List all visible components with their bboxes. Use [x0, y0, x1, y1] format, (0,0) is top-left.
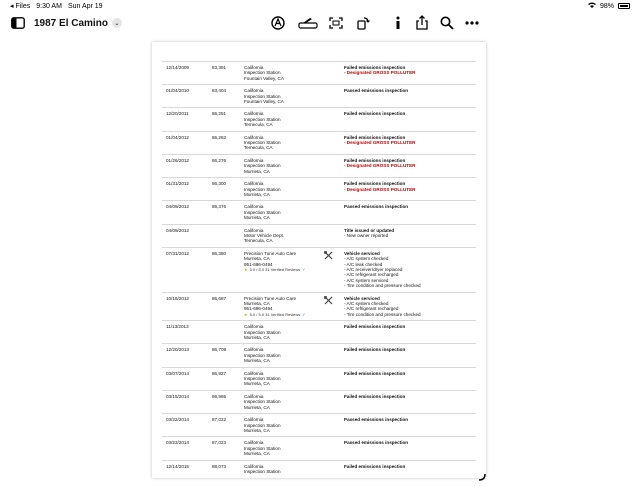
source-line: Inspection Station: [244, 399, 281, 405]
source-line: Inspection Station: [244, 163, 281, 169]
record-odometer: 88,073: [212, 463, 227, 469]
record-odometer: 86,376: [212, 204, 227, 210]
record-source: [244, 204, 324, 220]
row-icon-cell: [324, 204, 344, 220]
record-odometer: [212, 324, 244, 340]
record-result: [344, 158, 472, 174]
record-date: 01/31/2012: [166, 181, 189, 187]
table-row: [162, 85, 476, 108]
result-title: Passed emissions inspection: [344, 204, 409, 210]
record-odometer: 86,709: [212, 347, 227, 353]
source-line: California: [244, 227, 264, 233]
source-line: Inspection Station: [244, 329, 281, 335]
record-date: 12/20/2011: [166, 111, 189, 117]
table-row: [162, 461, 476, 478]
record-result: [344, 296, 472, 318]
result-detail: - A/C system checked: [344, 256, 389, 262]
record-odometer: 86,965: [212, 393, 227, 399]
row-icon-cell: [324, 347, 344, 363]
row-icon-cell: [324, 228, 344, 244]
source-line: Murrieta, CA: [244, 381, 270, 387]
record-source: [244, 158, 324, 174]
record-date: 01/04/2010: [166, 88, 189, 94]
result-title: Failed emissions inspection: [344, 134, 406, 140]
table-row: [162, 108, 476, 131]
source-line: Inspection Station: [244, 445, 281, 451]
record-odometer: 86,276: [212, 157, 227, 163]
source-line: California: [244, 65, 264, 70]
record-date: 01/04/2012: [166, 134, 189, 140]
table-row: [162, 62, 476, 85]
record-date: 07/31/2012: [166, 250, 189, 256]
result-detail: - A/C refrigerant recharged: [344, 272, 399, 278]
record-result: [344, 464, 472, 478]
result-title: Title issued or updated: [344, 227, 395, 233]
row-icon-cell: [324, 111, 344, 127]
pdf-page: [152, 42, 486, 478]
source-line: Inspection Station: [244, 116, 281, 122]
record-result: [344, 251, 472, 289]
source-line: Inspection Station: [244, 140, 281, 146]
scroll-indicator: [478, 468, 486, 476]
result-title: Passed emissions inspection: [344, 417, 409, 423]
row-icon-cell: [324, 371, 344, 387]
record-source: [244, 324, 324, 340]
vehicle-history-table: [162, 62, 476, 478]
verified-badge-icon: ✓: [302, 266, 306, 272]
source-line: California: [244, 111, 264, 117]
source-line: Inspection Station: [244, 70, 281, 76]
source-line: Temecula, CA: [244, 238, 273, 244]
record-date: 03/07/2014: [166, 370, 189, 376]
pen-tools-icon[interactable]: [298, 15, 318, 31]
source-line: Temecula, CA: [244, 145, 273, 151]
source-line: Inspection Station: [244, 376, 281, 382]
verified-badge-icon: ✓: [302, 311, 306, 317]
record-odometer: 87,023: [212, 440, 227, 446]
source-line: California: [244, 181, 264, 187]
source-line: Murrieta, CA: [244, 427, 270, 433]
result-detail: - Tire condition and pressure checked: [344, 283, 421, 289]
info-icon[interactable]: [390, 15, 406, 31]
source-line: Murrieta, CA: [244, 256, 270, 262]
source-line: Inspection Station: [244, 422, 281, 428]
record-odometer: 86,263: [212, 134, 227, 140]
record-source: [244, 440, 324, 456]
record-source: [244, 347, 324, 363]
source-line: Temecula, CA: [244, 122, 273, 128]
result-detail: - Designated GROSS POLLUTER: [344, 163, 416, 169]
source-line: Inspection Station: [244, 209, 281, 215]
share-icon[interactable]: [414, 14, 430, 30]
battery-icon: [618, 3, 630, 9]
result-title: Vehicle serviced: [344, 250, 380, 256]
record-odometer: 86,380: [212, 250, 227, 256]
row-icon-cell: [324, 65, 344, 81]
source-line: Inspection Station: [244, 468, 281, 474]
record-result: [344, 204, 472, 220]
source-line: Murrieta, CA: [244, 215, 270, 221]
rating-text: 5.0 / 5.0 31 Verified Reviews: [249, 266, 301, 272]
source-line: Inspection Station: [244, 352, 281, 358]
table-row: [162, 414, 476, 437]
source-line: California: [244, 440, 264, 446]
source-line: California: [244, 463, 264, 469]
row-icon-cell: [324, 394, 344, 410]
record-odometer: 86,687: [212, 295, 227, 301]
record-date: 01/26/2012: [166, 157, 189, 163]
record-source: [244, 65, 324, 81]
result-detail: - Designated GROSS POLLUTER: [344, 70, 416, 76]
status-date: Sun Apr 19: [67, 2, 103, 10]
shop-rating[interactable]: [244, 267, 324, 272]
shop-rating[interactable]: [244, 312, 324, 317]
record-result: [344, 181, 472, 197]
record-source: [244, 135, 324, 151]
record-odometer: 87,022: [212, 417, 227, 423]
result-detail: - A/C refrigerant recharged: [344, 306, 399, 312]
row-icon-cell: [324, 464, 344, 478]
record-date: 12/14/2015: [166, 463, 189, 469]
record-result: [344, 135, 472, 151]
source-line: California: [244, 370, 264, 376]
source-line: Murrieta, CA: [244, 404, 270, 410]
table-row: [162, 437, 476, 460]
table-row: [162, 391, 476, 414]
rotate-page-icon[interactable]: [355, 15, 371, 31]
record-result: [344, 228, 472, 244]
result-detail: - A/C system serviced: [344, 277, 389, 283]
record-result: [344, 417, 472, 433]
record-odometer: 86,927: [212, 370, 227, 376]
source-line: Murrieta, CA: [244, 335, 270, 341]
record-result: [344, 111, 472, 127]
result-title: Failed emissions inspection: [344, 347, 406, 353]
record-source: [244, 228, 324, 244]
record-odometer: [212, 228, 244, 244]
record-result: [344, 440, 472, 456]
record-odometer: 86,251: [212, 111, 227, 117]
result-detail: - A/C leak checked: [344, 261, 383, 267]
record-date: 10/16/2012: [166, 295, 189, 301]
source-line: California: [244, 347, 264, 353]
record-source: [244, 88, 324, 104]
source-line: Fountain Valley, CA: [244, 99, 284, 105]
source-line: Motor Vehicle Dept.: [244, 232, 285, 238]
record-result: [344, 347, 472, 363]
result-title: Passed emissions inspection: [344, 88, 409, 94]
record-date: 12/14/2009: [166, 65, 189, 70]
row-icon-cell: [324, 181, 344, 197]
result-title: Vehicle serviced: [344, 295, 380, 301]
result-title: Failed emissions inspection: [344, 181, 406, 187]
row-icon-cell: [324, 417, 344, 433]
document-viewer[interactable]: [0, 34, 640, 480]
toolbar: [0, 12, 640, 34]
record-source: [244, 417, 324, 433]
record-result: [344, 394, 472, 410]
rating-text: 5.0 / 5.0 31 Verified Reviews: [249, 311, 301, 317]
markup-icon[interactable]: [270, 15, 286, 31]
source-line: Precision Tune Auto Care: [244, 250, 297, 256]
result-title: Failed emissions inspection: [344, 463, 406, 469]
table-row: [162, 225, 476, 248]
source-line: Fountain Valley, CA: [244, 75, 284, 81]
table-top-border: [162, 52, 476, 62]
record-date: 04/09/2012: [166, 227, 189, 233]
record-source: [244, 464, 324, 478]
row-icon-cell: [324, 135, 344, 151]
row-icon-cell: [324, 88, 344, 104]
result-title: Failed emissions inspection: [344, 370, 406, 376]
wifi-icon: [588, 2, 596, 10]
source-line: California: [244, 324, 264, 330]
record-result: [344, 324, 472, 340]
search-icon[interactable]: [439, 15, 455, 31]
star-icon: ★: [244, 266, 248, 272]
table-row: [162, 155, 476, 178]
result-detail: - A/C system checked: [344, 301, 389, 306]
table-row: [162, 293, 476, 322]
result-detail: - Designated GROSS POLLUTER: [344, 186, 416, 192]
table-row: [162, 321, 476, 344]
result-title: Failed emissions inspection: [344, 65, 406, 70]
source-line: Inspection Station: [244, 93, 281, 99]
result-detail: - A/C receiver/dryer replaced: [344, 266, 403, 272]
source-line: Murrieta, CA: [244, 191, 270, 197]
result-title: Failed emissions inspection: [344, 111, 406, 117]
table-row: [162, 368, 476, 391]
result-detail: - New owner reported: [344, 232, 389, 238]
table-row: [162, 178, 476, 201]
record-source: [244, 181, 324, 197]
record-odometer: 83,391: [212, 65, 227, 70]
source-line: California: [244, 417, 264, 423]
record-date: 03/22/2014: [166, 417, 189, 423]
source-line: Inspection Station: [244, 186, 281, 192]
record-odometer: 86,300: [212, 181, 227, 187]
source-line: California: [244, 88, 264, 94]
source-line: 951-696-0494: [244, 261, 273, 267]
back-to-files-link[interactable]: ◂ Files: [10, 3, 31, 10]
star-icon: ★: [244, 311, 248, 317]
table-row: [162, 132, 476, 155]
source-line: California: [244, 204, 264, 210]
record-result: [344, 88, 472, 104]
table-row: [162, 201, 476, 224]
record-date: 12/20/2013: [166, 347, 189, 353]
result-title: Failed emissions inspection: [344, 324, 406, 330]
record-date: 11/13/2013: [166, 324, 189, 330]
source-line: Murrieta, CA: [244, 451, 270, 457]
result-title: Failed emissions inspection: [344, 157, 406, 163]
chevron-down-icon[interactable]: ⌄: [112, 18, 122, 28]
result-title: Passed emissions inspection: [344, 440, 409, 446]
record-source: [244, 371, 324, 387]
sidebar-toggle-icon[interactable]: [10, 15, 26, 31]
status-time: 9:30 AM: [36, 2, 62, 10]
record-source: [244, 111, 324, 127]
source-line: California: [244, 393, 264, 399]
record-result: [344, 65, 472, 81]
document-title[interactable]: 1987 El Camino: [34, 17, 108, 29]
battery-percent: 98%: [599, 2, 614, 10]
more-options-icon[interactable]: [464, 15, 480, 31]
status-bar: [0, 0, 640, 12]
source-line: Precision Tune Auto Care: [244, 295, 297, 301]
record-odometer: 83,404: [212, 88, 227, 94]
record-date: 03/15/2014: [166, 393, 189, 399]
source-line: California: [244, 134, 264, 140]
scan-icon[interactable]: [328, 15, 344, 31]
source-line: Murrieta, CA: [244, 168, 270, 174]
record-source: [244, 251, 324, 289]
row-icon-cell: [324, 324, 344, 340]
source-line: Murrieta, CA: [244, 301, 270, 306]
record-source: [244, 296, 324, 318]
record-date: 04/09/2012: [166, 204, 189, 210]
source-line: Murrieta, CA: [244, 358, 270, 364]
result-title: Failed emissions inspection: [344, 393, 406, 399]
record-source: [244, 394, 324, 410]
record-date: 03/22/2014: [166, 440, 189, 446]
record-result: [344, 371, 472, 387]
result-detail: - Designated GROSS POLLUTER: [344, 140, 416, 146]
service-tools-icon: [324, 296, 344, 318]
row-icon-cell: [324, 158, 344, 174]
result-detail: - Tire condition and pressure checked: [344, 311, 421, 317]
row-icon-cell: [324, 440, 344, 456]
service-tools-icon: [324, 251, 344, 289]
source-line: 951-696-0494: [244, 306, 273, 312]
source-line: California: [244, 157, 264, 163]
table-row: [162, 344, 476, 367]
table-row: [162, 248, 476, 293]
